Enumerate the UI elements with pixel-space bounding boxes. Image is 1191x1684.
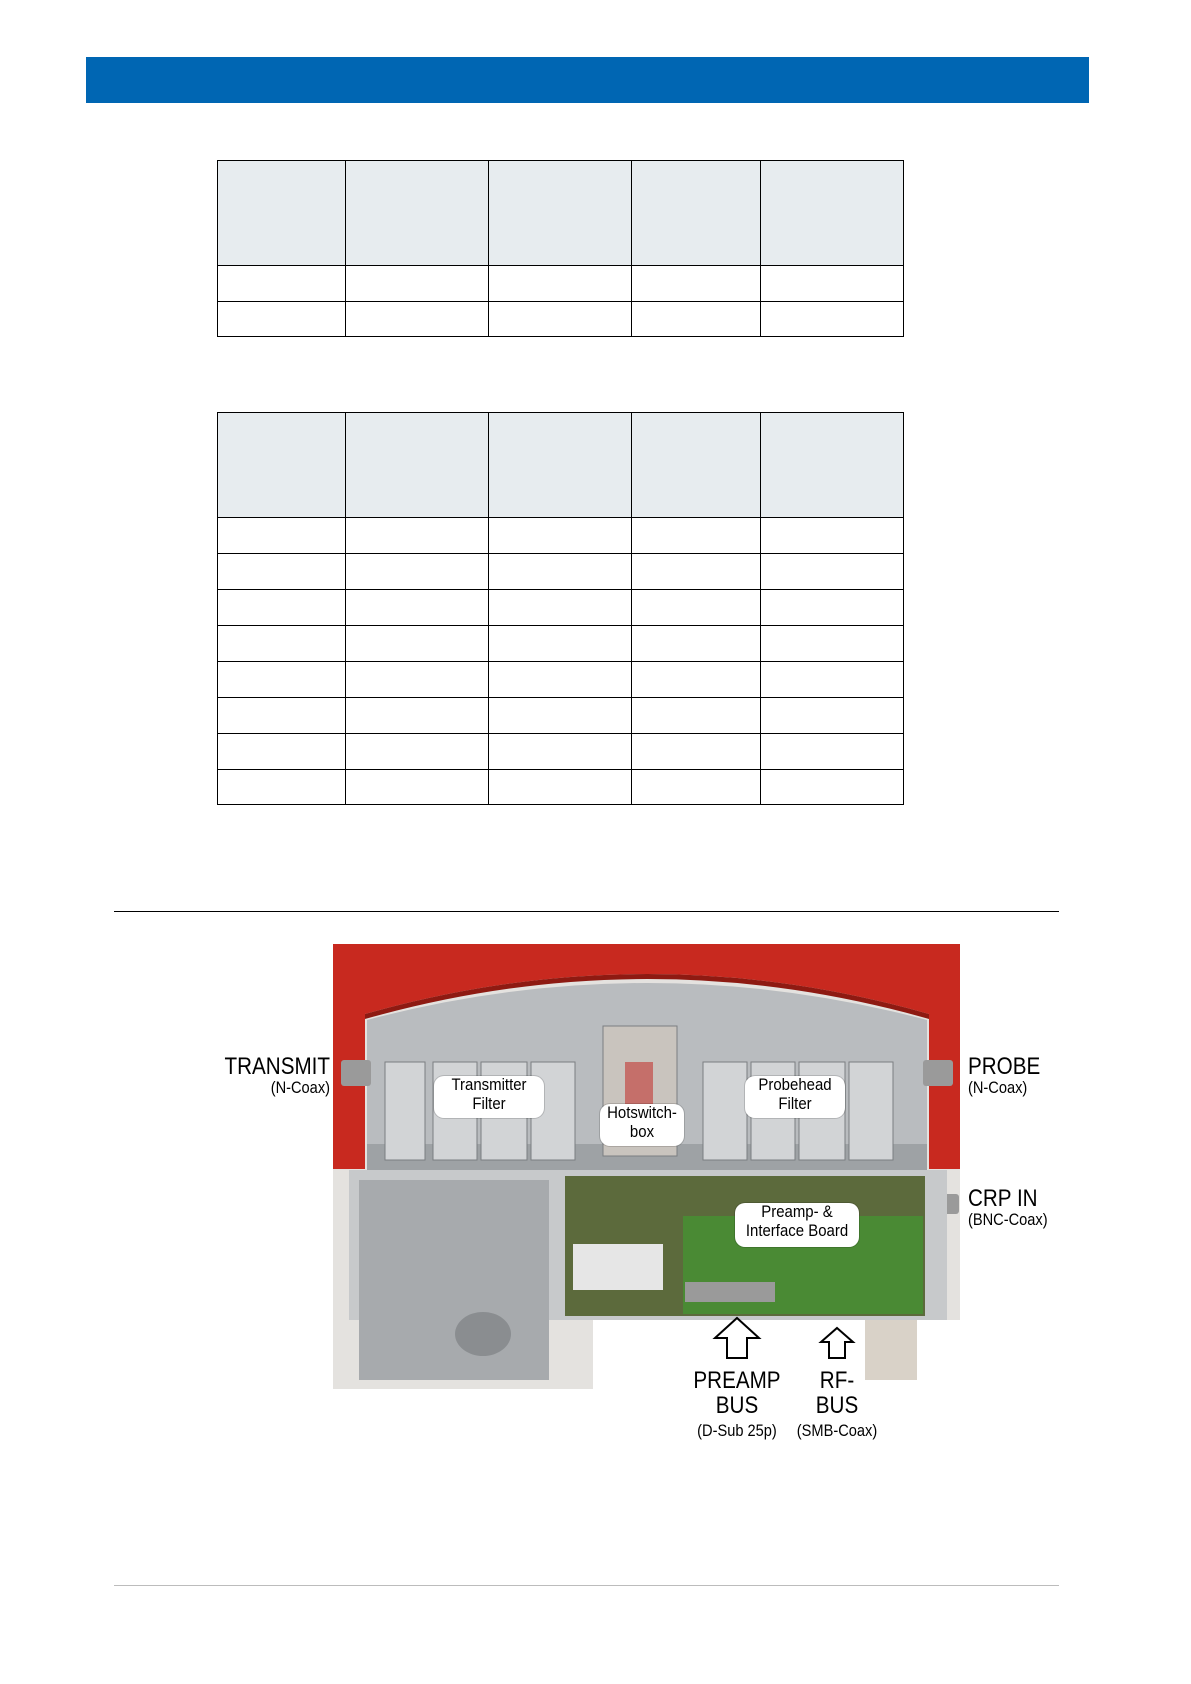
section-divider: [114, 911, 1059, 912]
transmit-connector: [341, 1060, 371, 1086]
callout-preamp-interface-board: Preamp- & Interface Board: [735, 1203, 859, 1247]
header-bar: [86, 57, 1089, 103]
preamp-bus-label: PREAMP BUS (D-Sub 25p): [693, 1367, 781, 1441]
callout-hotswitch-box: Hotswitch- box: [600, 1104, 684, 1146]
table-row: [218, 266, 904, 302]
table-row: [218, 770, 904, 805]
table-header-row: [218, 161, 904, 266]
footer-divider: [114, 1585, 1059, 1586]
transmit-label: TRANSMIT (N-Coax): [224, 1053, 330, 1098]
table-row: [218, 302, 904, 337]
table-row: [218, 554, 904, 590]
spec-table-1: [217, 160, 904, 337]
rf-bus-label: RF- BUS (SMB-Coax): [796, 1367, 878, 1441]
preamp-module-photo: [333, 944, 960, 1389]
callout-probehead-filter: Probehead Filter: [745, 1076, 845, 1118]
table-row: [218, 590, 904, 626]
table-row: [218, 662, 904, 698]
callout-transmitter-filter: Transmitter Filter: [434, 1076, 544, 1118]
probe-connector: [923, 1060, 953, 1086]
table-row: [218, 734, 904, 770]
preamp-bus-arrow: [712, 1316, 762, 1360]
table-row: [218, 698, 904, 734]
table-header-row: [218, 413, 904, 518]
rf-bus-arrow: [818, 1326, 856, 1360]
probe-label: PROBE (N-Coax): [968, 1053, 1041, 1098]
crp-in-label: CRP IN (BNC-Coax): [968, 1185, 1048, 1230]
table-row: [218, 518, 904, 554]
table-row: [218, 626, 904, 662]
spec-table-2: [217, 412, 904, 805]
